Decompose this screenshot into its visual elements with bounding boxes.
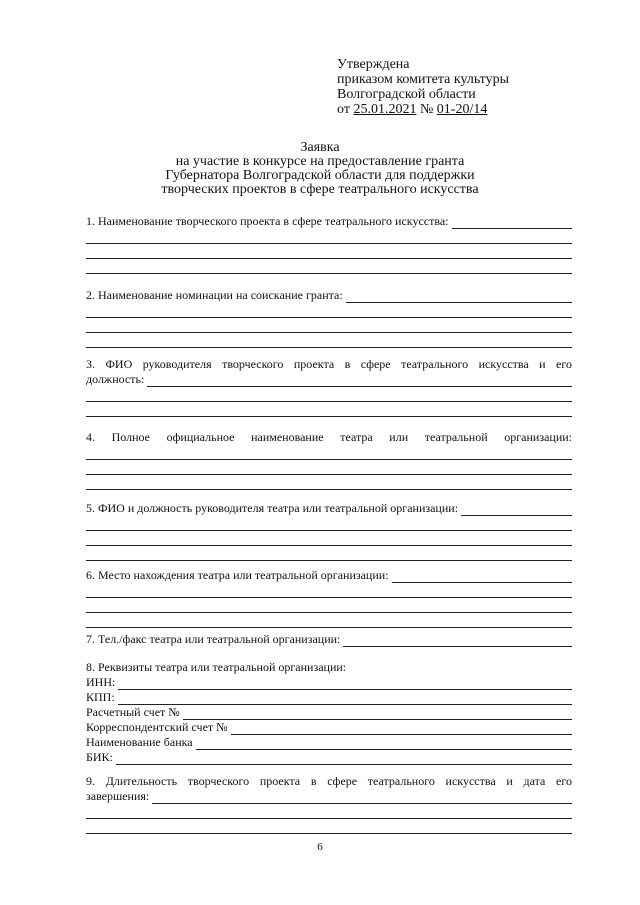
- inn-field[interactable]: [118, 678, 572, 690]
- item-4-label: 4. Полное официальное наименование театра или театральной организации:: [86, 430, 572, 444]
- bank-name-field[interactable]: [196, 738, 572, 750]
- approval-date-prefix: от: [337, 102, 350, 117]
- item-9-label-cont: завершения:: [86, 789, 150, 803]
- bank-name-label: Наименование банка: [86, 735, 193, 749]
- item-2-blank-line[interactable]: [86, 318, 572, 333]
- item-6-label: 6. Место нахождения театра или театральной организации:: [86, 568, 389, 582]
- item-2-blank-line[interactable]: [86, 303, 572, 318]
- item-5-label: 5. ФИО и должность руководителя театра или театральной организации:: [86, 501, 459, 515]
- item-5-blank-line[interactable]: [86, 516, 572, 531]
- item-6-blank-line[interactable]: [86, 598, 572, 613]
- bik-field[interactable]: [116, 753, 572, 765]
- item-9-blank-line[interactable]: [86, 819, 572, 834]
- item-4-blank-line[interactable]: [86, 460, 572, 475]
- item-2-label: 2. Наименование номинации на соискание гранта:: [86, 288, 343, 302]
- item-4-theatre-name: [86, 430, 572, 490]
- page-number: 6: [317, 841, 323, 853]
- item-5-blank-line[interactable]: [86, 531, 572, 546]
- title-line-3: Губернатора Волгоградской области для поддержки: [165, 168, 475, 183]
- approval-line-2: приказом комитета культуры: [337, 72, 510, 87]
- item-7-phone-fax: [86, 632, 572, 647]
- approval-line-1: Утверждена: [337, 57, 410, 72]
- item-9-field[interactable]: [152, 792, 572, 804]
- item-2-field[interactable]: [346, 291, 572, 303]
- item-2-blank-line[interactable]: [86, 333, 572, 348]
- approval-line-3: Волгоградской области: [337, 87, 476, 102]
- item-1-label: 1. Наименование творческого проекта в сфере театрального искусства:: [86, 214, 449, 228]
- corr-account-label: Корреспондентский счет №: [86, 720, 228, 734]
- item-9-duration: [86, 774, 572, 834]
- item-3-blank-line[interactable]: [86, 402, 572, 417]
- item-5-theatre-director: [86, 501, 572, 561]
- approval-number-prefix: №: [419, 102, 434, 117]
- item-2-nomination: [86, 288, 572, 348]
- item-3-label: 3. ФИО руководителя творческого проекта в сфере театрального искусства и его: [86, 357, 572, 371]
- item-6-field[interactable]: [392, 571, 572, 583]
- item-1-blank-line[interactable]: [86, 244, 572, 259]
- approval-block: [337, 57, 509, 117]
- corr-account-field[interactable]: [231, 723, 572, 735]
- item-1-project-name: [86, 214, 572, 274]
- account-field[interactable]: [183, 708, 572, 720]
- item-8-label: 8. Реквизиты театра или театральной организации:: [86, 660, 347, 674]
- item-6-location: [86, 568, 572, 628]
- document-title: [150, 141, 490, 197]
- item-3-project-leader: [86, 357, 572, 417]
- item-7-label: 7. Тел./факс театра или театральной организации:: [86, 632, 341, 646]
- item-4-blank-line[interactable]: [86, 445, 572, 460]
- title-line-2: на участие в конкурсе на предоставление гранта: [175, 154, 465, 169]
- item-7-field[interactable]: [343, 635, 572, 647]
- approval-date: 25.01.2021: [353, 102, 417, 117]
- kpp-field[interactable]: [118, 693, 572, 705]
- item-5-field[interactable]: [461, 504, 572, 516]
- kpp-label: КПП:: [86, 690, 115, 704]
- item-4-blank-line[interactable]: [86, 475, 572, 490]
- item-1-blank-line[interactable]: [86, 259, 572, 274]
- item-9-blank-line[interactable]: [86, 804, 572, 819]
- item-3-field[interactable]: [147, 375, 572, 387]
- bik-label: БИК:: [86, 750, 113, 764]
- item-3-label-cont: должность:: [86, 372, 145, 386]
- item-3-blank-line[interactable]: [86, 387, 572, 402]
- item-5-blank-line[interactable]: [86, 546, 572, 561]
- inn-label: ИНН:: [86, 675, 116, 689]
- item-1-field[interactable]: [452, 217, 572, 229]
- item-6-blank-line[interactable]: [86, 613, 572, 628]
- account-label: Расчетный счет №: [86, 705, 180, 719]
- title-line-1: Заявка: [300, 140, 340, 155]
- item-6-blank-line[interactable]: [86, 583, 572, 598]
- item-1-blank-line[interactable]: [86, 229, 572, 244]
- title-line-4: творческих проектов в сфере театрального искусства: [161, 182, 479, 197]
- item-8-requisites: [86, 660, 572, 765]
- approval-date-line: [337, 102, 509, 117]
- approval-number: 01-20/14: [436, 102, 488, 117]
- item-9-label: 9. Длительность творческого проекта в сфере театрального искусства и дата его: [86, 774, 572, 788]
